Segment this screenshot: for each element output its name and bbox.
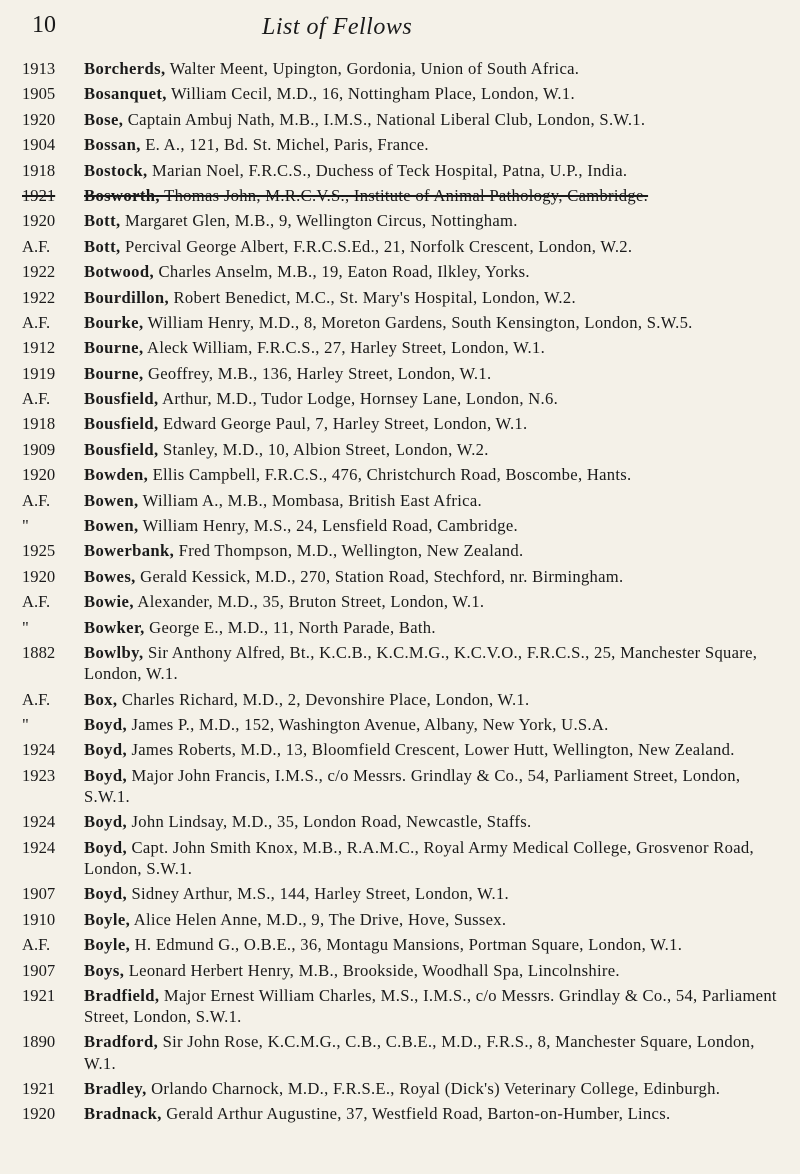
fellow-name: Bowes,: [84, 566, 136, 586]
election-year: 1922: [22, 287, 56, 307]
fellow-entry-text: [80, 261, 784, 282]
fellow-details: Major John Francis, I.M.S., c/o Messrs. Grindlay & Co., 54, Parliament Street, London, S.W.1.: [84, 765, 741, 806]
fellow-details: Alexander, M.D., 35, Bruton Street, London, W.1.: [133, 592, 485, 612]
fellow-details: Charles Richard, M.D., 2, Devonshire Place, London, W.1.: [117, 689, 530, 709]
election-year: 1907: [22, 960, 56, 980]
election-year: 1924: [22, 837, 56, 857]
fellow-details: Sir John Rose, K.C.M.G., C.B., C.B.E., M.D., F.R.S., 8, Manchester Square, London, W.1.: [84, 1032, 755, 1073]
page-header: [0, 10, 800, 46]
list-item: [0, 515, 800, 536]
fellow-entry-text: [80, 363, 784, 384]
fellow-entry-text: [80, 312, 784, 333]
fellow-name: Bradfield,: [84, 985, 160, 1005]
fellow-name: Boys,: [84, 960, 125, 980]
election-year: 1907: [22, 884, 56, 904]
election-year: A.F.: [22, 236, 51, 256]
fellow-entry-text: [80, 883, 784, 904]
list-item: [0, 185, 800, 206]
fellow-details: Margaret Glen, M.B., 9, Wellington Circus, Nottingham.: [120, 211, 518, 231]
list-item: [0, 210, 800, 231]
fellow-name: Bourke,: [84, 312, 144, 332]
fellow-name: Bowerbank,: [84, 541, 175, 561]
list-item: [0, 811, 800, 832]
fellow-name: Boyd,: [84, 884, 128, 904]
election-year: 1918: [22, 160, 56, 180]
fellow-entry-text: [80, 210, 784, 231]
list-item: [0, 261, 800, 282]
fellow-details: Edward George Paul, 7, Harley Street, London, W.1.: [158, 414, 528, 434]
election-year: 1920: [22, 1104, 56, 1124]
list-item: [0, 413, 800, 434]
fellow-name: Bradford,: [84, 1032, 159, 1052]
fellow-name: Boyle,: [84, 909, 131, 929]
fellow-details: Orlando Charnock, M.D., F.R.S.E., Royal (Dick's) Veterinary College, Edinburgh.: [146, 1079, 721, 1099]
election-year: A.F.: [22, 592, 51, 612]
fellow-entry-text: [80, 617, 784, 638]
fellow-entry-text: [80, 109, 784, 130]
list-item: [0, 1103, 800, 1124]
fellow-entry-text: [80, 287, 784, 308]
fellow-details: Stanley, M.D., 10, Albion Street, London, W.2.: [158, 439, 489, 459]
election-year: 1913: [22, 59, 56, 78]
fellow-details: Ellis Campbell, F.R.C.S., 476, Christchurch Road, Boscombe, Hants.: [148, 465, 632, 485]
fellow-name: Boyd,: [84, 714, 128, 734]
fellow-details: James Roberts, M.D., 13, Bloomfield Crescent, Lower Hutt, Wellington, New Zealand.: [127, 740, 735, 760]
fellow-name: Bowker,: [84, 617, 145, 637]
election-year: A.F.: [22, 935, 51, 955]
fellow-entry-text: [80, 464, 784, 485]
list-item: [0, 540, 800, 561]
list-item: [0, 388, 800, 409]
list-item: [0, 739, 800, 760]
election-year: 1923: [22, 765, 56, 785]
fellow-entry-text: [80, 591, 784, 612]
fellow-name: Boyd,: [84, 812, 128, 832]
election-year: 1921: [22, 985, 56, 1005]
fellow-name: Bourne,: [84, 363, 144, 383]
fellow-name: Bosanquet,: [84, 84, 167, 104]
fellow-details: Capt. John Smith Knox, M.B., R.A.M.C., Royal Army Medical College, Grosvenor Road, London, S.W.1.: [84, 837, 754, 878]
fellow-entry-text: [80, 811, 784, 832]
election-year: 1922: [22, 262, 56, 282]
election-year: 1924: [22, 812, 56, 832]
fellow-details: Gerald Arthur Augustine, 37, Westfield Road, Barton-on-Humber, Lincs.: [161, 1104, 671, 1124]
list-item: [0, 714, 800, 735]
election-year: 1921: [22, 1079, 56, 1099]
list-item: [0, 689, 800, 710]
list-item: [0, 1031, 800, 1073]
fellow-name: Bowden,: [84, 465, 149, 485]
fellow-entry-text: [80, 515, 784, 536]
election-year: 1905: [22, 84, 56, 104]
fellow-entry-text: [80, 1078, 784, 1099]
fellow-name: Bose,: [84, 109, 124, 129]
fellow-details: Gerald Kessick, M.D., 270, Station Road, Stechford, nr. Birmingham.: [135, 566, 624, 586]
election-year: 1921: [22, 185, 56, 205]
fellow-entry-text: [80, 566, 784, 587]
list-item: [0, 642, 800, 684]
fellow-details: Leonard Herbert Henry, M.B., Brookside, Woodhall Spa, Lincolnshire.: [124, 960, 620, 980]
list-item: [0, 134, 800, 155]
fellow-details: William Henry, M.S., 24, Lensfield Road, Cambridge.: [138, 516, 518, 536]
fellow-entry-text: [80, 160, 784, 181]
fellow-entry-text: [80, 689, 784, 710]
fellow-name: Borcherds,: [84, 59, 166, 78]
fellow-details: Alice Helen Anne, M.D., 9, The Drive, Hove, Sussex.: [130, 909, 507, 929]
fellow-details: Major Ernest William Charles, M.S., I.M.S., c/o Messrs. Grindlay & Co., 54, Parliament Street, London, S.W.1.: [84, 985, 777, 1027]
fellow-details: Captain Ambuj Nath, M.B., I.M.S., National Liberal Club, London, S.W.1.: [123, 109, 646, 129]
fellow-details: John Lindsay, M.D., 35, London Road, Newcastle, Staffs.: [127, 812, 532, 832]
fellow-entry-text: [80, 337, 784, 358]
fellow-entry-text: [80, 185, 784, 206]
election-year: ": [22, 714, 29, 734]
list-item: [0, 883, 800, 904]
list-item: [0, 58, 800, 79]
list-item: [0, 765, 800, 807]
election-year: A.F.: [22, 389, 51, 409]
list-item: [0, 236, 800, 257]
election-year: 1910: [22, 909, 56, 929]
list-item: [0, 617, 800, 638]
fellow-entry-text: [80, 1031, 784, 1073]
fellow-entry-text: [80, 83, 784, 104]
fellow-details: Sidney Arthur, M.S., 144, Harley Street, London, W.1.: [127, 884, 510, 904]
list-item: [0, 337, 800, 358]
fellow-entry-text: [80, 388, 784, 409]
fellow-entry-text: [80, 236, 784, 257]
election-year: 1920: [22, 211, 56, 231]
fellow-entry-text: [80, 739, 784, 760]
election-year: 1925: [22, 541, 56, 561]
fellow-details: Arthur, M.D., Tudor Lodge, Hornsey Lane, London, N.6.: [158, 389, 559, 409]
list-item: [0, 83, 800, 104]
list-item: [0, 566, 800, 587]
list-item: [0, 439, 800, 460]
fellow-name: Bott,: [84, 211, 121, 231]
fellow-name: Bousfield,: [84, 414, 159, 434]
fellow-name: Bosworth,: [84, 185, 160, 205]
list-item: [0, 287, 800, 308]
fellow-name: Bowlby,: [84, 642, 144, 662]
fellow-entry-text: [80, 765, 784, 807]
list-item: [0, 837, 800, 879]
list-item: [0, 1078, 800, 1099]
fellow-entry-text: [80, 837, 784, 879]
fellows-list: [0, 58, 800, 1129]
fellow-entry-text: [80, 490, 784, 511]
fellow-details: Walter Meent, Upington, Gordonia, Union of South Africa.: [165, 59, 580, 78]
fellow-entry-text: [80, 960, 784, 981]
running-title: List of Fellows: [262, 14, 413, 40]
fellow-name: Bousfield,: [84, 389, 159, 409]
fellow-name: Bowie,: [84, 592, 134, 612]
election-year: 1882: [22, 642, 56, 662]
list-item: [0, 490, 800, 511]
list-item: [0, 363, 800, 384]
fellow-entry-text: [80, 439, 784, 460]
fellow-name: Bousfield,: [84, 439, 159, 459]
fellow-details: Fred Thompson, M.D., Wellington, New Zealand.: [174, 541, 524, 561]
list-item: [0, 960, 800, 981]
fellow-details: Geoffrey, M.B., 136, Harley Street, London, W.1.: [143, 363, 492, 383]
fellow-name: Bourne,: [84, 338, 144, 358]
fellow-details: Aleck William, F.R.C.S., 27, Harley Street, London, W.1.: [143, 338, 546, 358]
fellow-details: William Henry, M.D., 8, Moreton Gardens, South Kensington, London, S.W.5.: [143, 312, 693, 332]
election-year: 1918: [22, 414, 56, 434]
list-item: [0, 909, 800, 930]
fellow-name: Box,: [84, 689, 118, 709]
election-year: 1904: [22, 135, 56, 155]
election-year: A.F.: [22, 689, 51, 709]
list-item: [0, 464, 800, 485]
fellow-entry-text: [80, 642, 784, 684]
fellow-details: Marian Noel, F.R.C.S., Duchess of Teck Hospital, Patna, U.P., India.: [147, 160, 628, 180]
fellow-name: Bossan,: [84, 135, 141, 155]
election-year: 1920: [22, 109, 56, 129]
list-item: [0, 591, 800, 612]
fellow-details: Percival George Albert, F.R.C.S.Ed., 21, Norfolk Crescent, London, W.2.: [120, 236, 633, 256]
fellow-details: Thomas John, M.R.C.V.S., Institute of Animal Pathology, Cambridge.: [159, 185, 649, 205]
fellow-entry-text: [80, 714, 784, 735]
fellow-entry-text: [80, 413, 784, 434]
list-item: [0, 985, 800, 1027]
fellow-name: Bradley,: [84, 1079, 147, 1099]
election-year: 1890: [22, 1032, 56, 1052]
fellow-name: Bowen,: [84, 516, 139, 536]
fellow-details: Robert Benedict, M.C., St. Mary's Hospital, London, W.2.: [169, 287, 576, 307]
election-year: 1920: [22, 465, 56, 485]
fellow-details: William Cecil, M.D., 16, Nottingham Place, London, W.1.: [166, 84, 575, 104]
fellow-name: Boyd,: [84, 765, 128, 785]
fellow-entry-text: [80, 985, 784, 1027]
fellow-name: Bott,: [84, 236, 121, 256]
fellow-details: Charles Anselm, M.B., 19, Eaton Road, Ilkley, Yorks.: [154, 262, 530, 282]
fellow-details: James P., M.D., 152, Washington Avenue, Albany, New York, U.S.A.: [127, 714, 609, 734]
fellow-name: Boyle,: [84, 935, 131, 955]
fellow-details: William A., M.B., Mombasa, British East Africa.: [138, 490, 482, 510]
fellow-entry-text: [80, 934, 784, 955]
fellow-details: Sir Anthony Alfred, Bt., K.C.B., K.C.M.G., K.C.V.O., F.R.C.S., 25, Manchester Square, London, W.1.: [84, 642, 758, 684]
fellow-details: George E., M.D., 11, North Parade, Bath.: [144, 617, 436, 637]
election-year: 1920: [22, 566, 56, 586]
fellow-details: H. Edmund G., O.B.E., 36, Montagu Mansions, Portman Square, London, W.1.: [130, 935, 683, 955]
election-year: ": [22, 516, 29, 536]
fellow-name: Bostock,: [84, 160, 148, 180]
fellow-name: Bradnack,: [84, 1104, 162, 1124]
list-item: [0, 312, 800, 333]
fellow-entry-text: [80, 909, 784, 930]
election-year: 1924: [22, 740, 56, 760]
fellow-name: Boyd,: [84, 837, 128, 857]
page-number: 10: [32, 12, 56, 38]
fellow-name: Boyd,: [84, 740, 128, 760]
election-year: 1909: [22, 439, 56, 459]
election-year: 1919: [22, 363, 56, 383]
election-year: A.F.: [22, 312, 51, 332]
election-year: ": [22, 617, 29, 637]
election-year: 1912: [22, 338, 56, 358]
election-year: A.F.: [22, 490, 51, 510]
fellow-name: Botwood,: [84, 262, 155, 282]
list-item: [0, 109, 800, 130]
fellow-details: E. A., 121, Bd. St. Michel, Paris, France.: [140, 135, 429, 155]
fellow-entry-text: [80, 1103, 784, 1124]
fellow-entry-text: [80, 58, 784, 79]
fellow-entry-text: [80, 134, 784, 155]
list-item: [0, 934, 800, 955]
fellow-entry-text: [80, 540, 784, 561]
fellow-name: Bowen,: [84, 490, 139, 510]
list-item: [0, 160, 800, 181]
fellow-name: Bourdillon,: [84, 287, 170, 307]
